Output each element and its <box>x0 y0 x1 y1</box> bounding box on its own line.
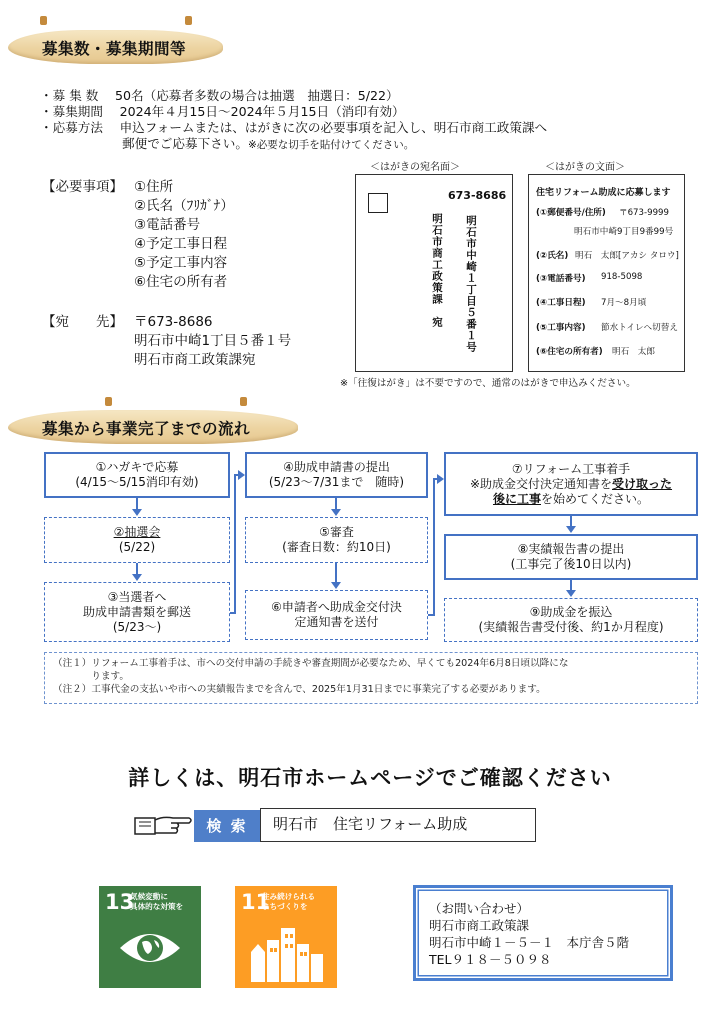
step-text: (実績報告書受付後、約1か月程度) <box>478 620 664 634</box>
arrow-right <box>437 474 444 484</box>
connector <box>335 563 337 583</box>
arrow-down <box>132 509 142 516</box>
address-line: 明石市中崎1丁目５番１号 <box>134 333 292 349</box>
step-text: ⑤審査 <box>319 525 354 539</box>
postcard-front-caption: ＜はがきの宛名面＞ <box>370 162 460 173</box>
step-text: ①ハガキで応募 <box>95 460 179 474</box>
postcard-front <box>355 174 513 372</box>
step-text-emphasis: 後に工事 <box>492 491 541 506</box>
step-7-note <box>493 492 649 507</box>
notes-box <box>44 652 698 704</box>
arrow-down <box>331 582 341 589</box>
step-text-emphasis: 受け取った <box>612 476 673 491</box>
required-item: ⑤予定工事内容 <box>134 255 228 271</box>
pointing-hand-icon <box>133 810 193 844</box>
step-2-lottery <box>44 517 230 563</box>
step-text: ④助成申請書の提出 <box>283 460 390 474</box>
postcard-note: ※「往復はがき」は不要ですので、通常のはがきで申込みください。 <box>340 378 636 389</box>
step-text: ⑥申請者へ助成金交付決 <box>271 600 402 614</box>
search-button[interactable]: 検 索 <box>194 810 260 842</box>
step-text: (5/22) <box>118 540 156 554</box>
required-item: ③電話番号 <box>134 217 201 233</box>
search-input[interactable]: 明石市 住宅リフォーム助成 <box>260 808 536 842</box>
note-line: （注１）リフォーム工事着手は、市への交付申請の手続きや審査期間が必要なため、早くても2024年6月8日頃以降にな <box>53 658 569 669</box>
contact-line: 明石市商工政策課 <box>429 918 530 933</box>
step-text: (4/15～5/15消印有効) <box>75 475 199 489</box>
arrow-down <box>331 509 341 516</box>
period-value: 2024年４月15日～2024年５月15日（消印有効） <box>119 104 405 119</box>
period-label: ・募集期間 <box>40 104 103 119</box>
step-text: (5/23～) <box>112 619 162 634</box>
step-text: (5/23～7/31まで 随時) <box>268 475 405 489</box>
required-item: ②氏名（ﾌﾘｶﾞﾅ） <box>134 198 234 214</box>
postcard-dest-vertical: 明石市商工政策課 宛 <box>431 213 443 328</box>
back-row-label: (③電話番号) <box>536 274 586 284</box>
method-value: 申込フォームまたは、はがきに次の必要事項を記入し、明石市商工政策課へ <box>119 120 548 135</box>
step-3-mail-forms <box>44 582 230 642</box>
contact-line: 明石市中崎１－５－１ 本庁舎５階 <box>429 935 630 950</box>
arrow-down <box>566 590 576 597</box>
step-6-notify <box>245 590 428 640</box>
postcard-back-caption: ＜はがきの文面＞ <box>545 162 625 173</box>
step-text: ③当選者へ <box>107 589 167 604</box>
sdg-number: 11 <box>241 890 271 914</box>
address-line: 〒673-8686 <box>134 314 213 330</box>
step-text: を始めてください。 <box>541 491 650 506</box>
postcard-zip: 673-8686 <box>448 189 507 202</box>
cta-heading: 詳しくは、明石市ホームページでご確認ください <box>128 766 612 790</box>
back-row-label: (④工事日程) <box>536 298 586 308</box>
postcard-back-title: 住宅リフォーム助成に応募します <box>536 188 671 198</box>
step-text: ※助成金交付決定通知書を <box>469 476 613 491</box>
step-text: (工事完了後10日以内) <box>510 557 632 571</box>
section-title: 募集から事業完了までの流れ <box>42 420 251 438</box>
section-title: 募集数・募集期間等 <box>42 40 187 58</box>
step-text: (審査日数：約10日) <box>282 540 391 554</box>
postcard-back <box>528 174 685 372</box>
count-label: ・募 集 数 <box>40 88 99 103</box>
back-row-label: (②氏名) <box>536 251 569 261</box>
step-7-note <box>470 477 672 492</box>
step-text: ⑦リフォーム工事着手 <box>511 461 631 476</box>
method-line2: 郵便でご応募下さい。 <box>122 136 248 151</box>
stamp-box <box>368 193 388 213</box>
section-header-recruitment <box>8 30 223 64</box>
required-item: ④予定工事日程 <box>134 236 228 252</box>
required-label: 【必要事項】 <box>42 179 123 195</box>
required-item: ⑥住宅の所有者 <box>134 274 228 290</box>
step-text: ⑧実績報告書の提出 <box>517 542 625 556</box>
back-row-value: 7月～8月頃 <box>601 298 647 308</box>
arrow-down <box>566 526 576 533</box>
eye-globe-icon <box>118 924 182 972</box>
sign-pin <box>185 16 192 25</box>
sdg-number: 13 <box>105 890 135 914</box>
back-row-value: 明石 太郎[アカシ タロウ] <box>575 251 679 261</box>
sign-pin <box>240 397 247 406</box>
step-text: ⑨助成金を振込 <box>529 605 613 619</box>
step-4-submit <box>245 452 428 498</box>
arrow-right <box>238 470 245 480</box>
back-row-label: (①郵便番号/住所) <box>536 208 606 218</box>
sdg-label: 気候変動に 具体的な対策を <box>130 892 184 911</box>
method-label: ・応募方法 <box>40 120 103 135</box>
back-row-value: 明石市中崎9丁目9番99号 <box>574 227 674 237</box>
postcard-address-vertical: 明石市中崎１丁目５番１号 <box>465 215 477 353</box>
note-line: （注２）工事代金の支払いや市への実績報告までを含んで、2025年1月31日までに事業完了する必要があります。 <box>53 684 546 695</box>
back-row-value: 節水トイレへ切替え <box>601 323 678 333</box>
step-1-apply <box>44 452 230 498</box>
back-row-value: 918-5098 <box>601 272 643 282</box>
recruitment-info <box>40 88 547 153</box>
connector <box>234 474 236 614</box>
sdg-label: 住み続けられる まちづくりを <box>262 892 316 911</box>
step-8-report <box>444 534 698 580</box>
step-9-payment <box>444 598 698 642</box>
required-item: ①住所 <box>134 179 174 195</box>
address-block <box>134 313 291 370</box>
sign-pin <box>40 16 47 25</box>
required-list <box>134 178 234 292</box>
sign-pin <box>105 397 112 406</box>
arrow-down <box>132 574 142 581</box>
contact-box <box>413 885 673 981</box>
back-row-value: 明石 太郎 <box>612 347 655 357</box>
step-text: 定通知書を送付 <box>294 615 379 629</box>
sdg11-badge <box>235 886 337 988</box>
count-value: 50名（応募者多数の場合は抽選 抽選日：5/22） <box>115 88 399 103</box>
back-row-label: (⑤工事内容) <box>536 323 586 333</box>
step-text: ②抽選会 <box>113 525 161 539</box>
method-note: ※必要な切手を貼付けてください。 <box>247 139 415 151</box>
step-7-start-work <box>444 452 698 516</box>
back-row-value: 〒673-9999 <box>619 208 669 218</box>
back-row-label: (⑥住宅の所有者) <box>536 347 603 357</box>
connector <box>433 478 435 616</box>
step-5-review <box>245 517 428 563</box>
contact-line: TEL９１８－５０９８ <box>429 952 552 967</box>
city-buildings-icon <box>249 922 325 982</box>
contact-title: （お問い合わせ） <box>429 901 530 916</box>
required-items <box>42 178 123 197</box>
step-text: 助成申請書類を郵送 <box>82 604 191 619</box>
section-header-flow <box>8 410 298 444</box>
note-line: ります。 <box>53 671 129 682</box>
address-label: 【宛 先】 <box>42 314 123 330</box>
sdg13-badge <box>99 886 201 988</box>
address-line: 明石市商工政策課宛 <box>134 352 256 368</box>
